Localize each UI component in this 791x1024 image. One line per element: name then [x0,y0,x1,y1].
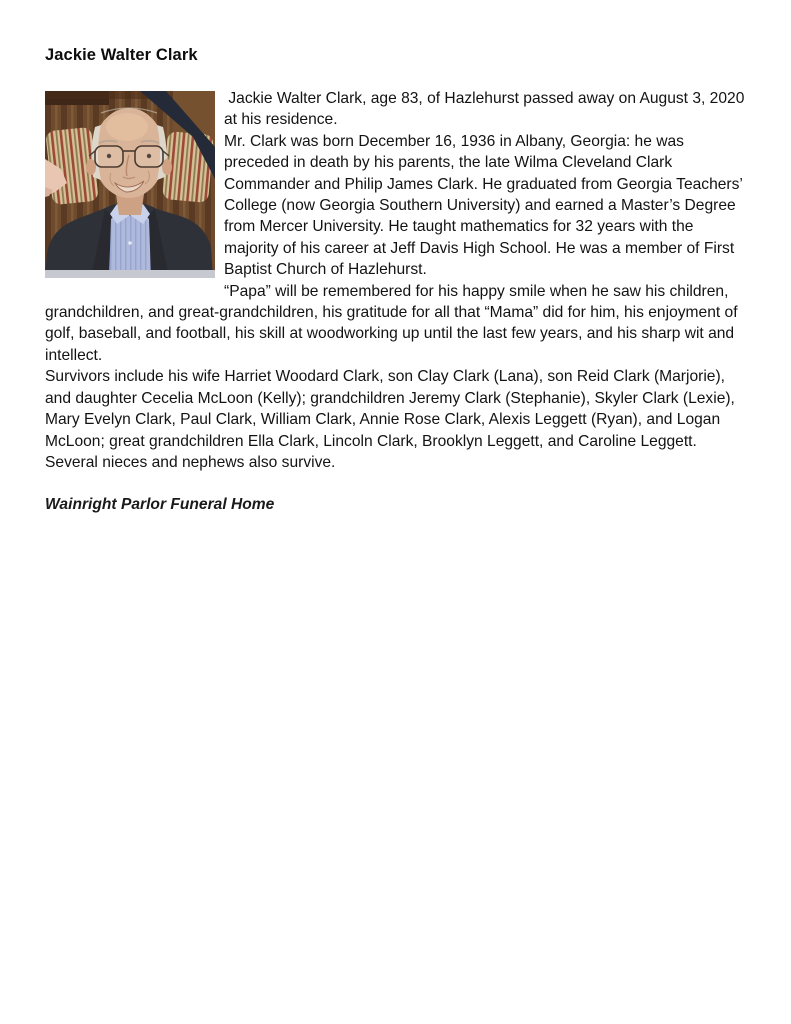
obituary-body [45,88,747,473]
portrait-image [45,91,215,278]
paragraph-survivors: Survivors include his wife Harriet Woodard Clark, son Clay Clark (Lana), son Reid Clark (Marjorie), and daughter Cecelia McLoon (Kelly); grandchildren Jeremy Clark (Stephanie), Skyler Clark (Lexie), Mary Evelyn Clark, Paul Clark, William Clark, Annie Rose Clark, Alexis Leggett (Ryan), and Logan McLoon; great grandchildren Ella Clark, Lincoln Clark, Brooklyn Leggett, and Caroline Leggett. Several nieces and nephews also survive. [45,368,740,471]
paragraph-death-notice: Jackie Walter Clark, age 83, of Hazlehurst passed away on August 3, 2020 at his residence. [224,90,749,129]
document-content [45,46,747,516]
paragraph-biography: Mr. Clark was born December 16, 1936 in Albany, Georgia: he was preceded in death by his parents, the late Wilma Cleveland Clark Commander and Philip James Clark. He graduated from Georgia Teachers’ College (now Georgia Southern University) and earned a Master’s Degree from Mercer University. He taught mathematics for 32 years with the majority of his career at Jeff Davis High School. He was a member of First Baptist Church of Hazlehurst. [224,132,747,279]
paragraph-remembrance: “Papa” will be remembered for his happy smile when he saw his children, grandchildren, and great-grandchildren, his gratitude for all that “Mama” did for him, his enjoyment of golf, baseball, and football, his skill at woodworking up until the last few years, and his sharp wit and intellect. [45,282,742,364]
portrait-photo [45,91,215,278]
funeral-home-signature: Wainright Parlor Funeral Home [45,496,275,514]
obituary-title: Jackie Walter Clark [45,46,198,64]
